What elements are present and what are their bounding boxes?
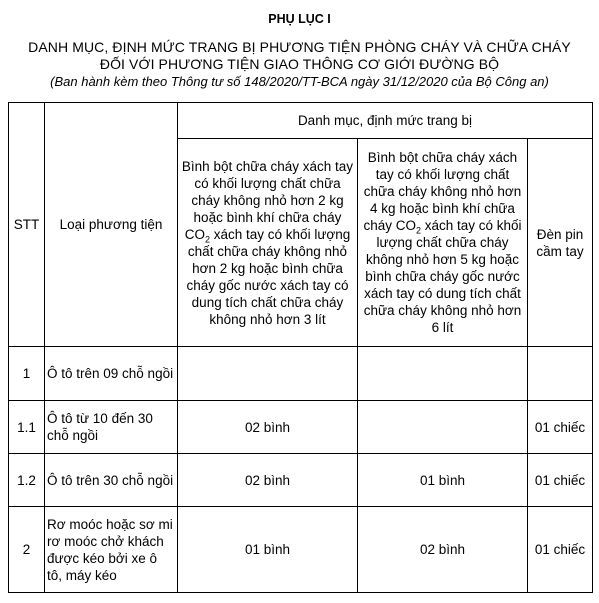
table-row: [9, 507, 593, 593]
header-row-group: [9, 103, 593, 139]
row-equipment-2: [358, 347, 528, 401]
table-row: [9, 347, 593, 401]
row-equipment-2: [358, 401, 528, 454]
equipment-table: [8, 102, 593, 593]
header-equipment-2: Bình bột chữa cháy xách tay có khối lượng chất chữa cháy không nhỏ hơn 4 kg hoặc bình khí chữa cháy $CO_2$ xách tay có khối lượng chất chữa cháy không nhỏ hơn 5 kg hoặc bình chữa cháy gốc nước xách tay có dung tích chất chữa cháy không nhỏ hơn 6 lít: [358, 139, 528, 347]
row-vehicle: Rơ moóc hoặc sơ mi rơ moóc chở khách được kéo bởi xe ô tô, máy kéo: [45, 507, 178, 593]
appendix-label: PHỤ LỤC I: [268, 12, 331, 26]
header-equipment-3: Đèn pin cầm tay: [528, 139, 593, 347]
row-equipment-2: 01 bình: [358, 454, 528, 507]
row-stt: 1.2: [9, 454, 45, 507]
row-stt: 1.1: [9, 401, 45, 454]
row-equipment-1: 02 bình: [178, 454, 358, 507]
row-equipment-3: 01 chiếc: [528, 401, 593, 454]
title-line-2: ĐỐI VỚI PHƯƠNG TIỆN GIAO THÔNG CƠ GIỚI ĐƯỜNG BỘ: [99, 56, 500, 72]
table-row: [9, 454, 593, 507]
header-equipment-group: Danh mục, định mức trang bị: [178, 103, 593, 139]
row-equipment-3: 01 chiếc: [528, 507, 593, 593]
row-vehicle: Ô tô từ 10 đến 30 chỗ ngồi: [45, 401, 178, 454]
row-stt: 1: [9, 347, 45, 401]
row-equipment-3: [528, 347, 593, 401]
row-vehicle: Ô tô trên 09 chỗ ngồi: [45, 347, 178, 401]
title-line-1: DANH MỤC, ĐỊNH MỨC TRANG BỊ PHƯƠNG TIỆN PHÒNG CHÁY VÀ CHỮA CHÁY: [28, 39, 571, 55]
header-stt: STT: [9, 103, 45, 347]
row-stt: 2: [9, 507, 45, 593]
row-equipment-3: 01 chiếc: [528, 454, 593, 507]
header-vehicle-type: Loại phương tiện: [45, 103, 178, 347]
row-vehicle: Ô tô trên 30 chỗ ngồi: [45, 454, 178, 507]
row-equipment-1: [178, 347, 358, 401]
header-equipment-1: Bình bột chữa cháy xách tay có khối lượng chất chữa cháy không nhỏ hơn 2 kg hoặc bình khí chữa cháy $CO_2$ xách tay có khối lượng chất chữa cháy không nhỏ hơn 2 kg hoặc bình chữa cháy gốc nước xách tay có dung tích chất chữa cháy không nhỏ hơn 3 lít: [178, 139, 358, 347]
row-equipment-1: 01 bình: [178, 507, 358, 593]
table-row: [9, 401, 593, 454]
row-equipment-2: 02 bình: [358, 507, 528, 593]
document-title: [0, 39, 599, 73]
row-equipment-1: 02 bình: [178, 401, 358, 454]
document-subtitle: (Ban hành kèm theo Thông tư số 148/2020/TT-BCA ngày 31/12/2020 của Bộ Công an): [50, 74, 549, 89]
